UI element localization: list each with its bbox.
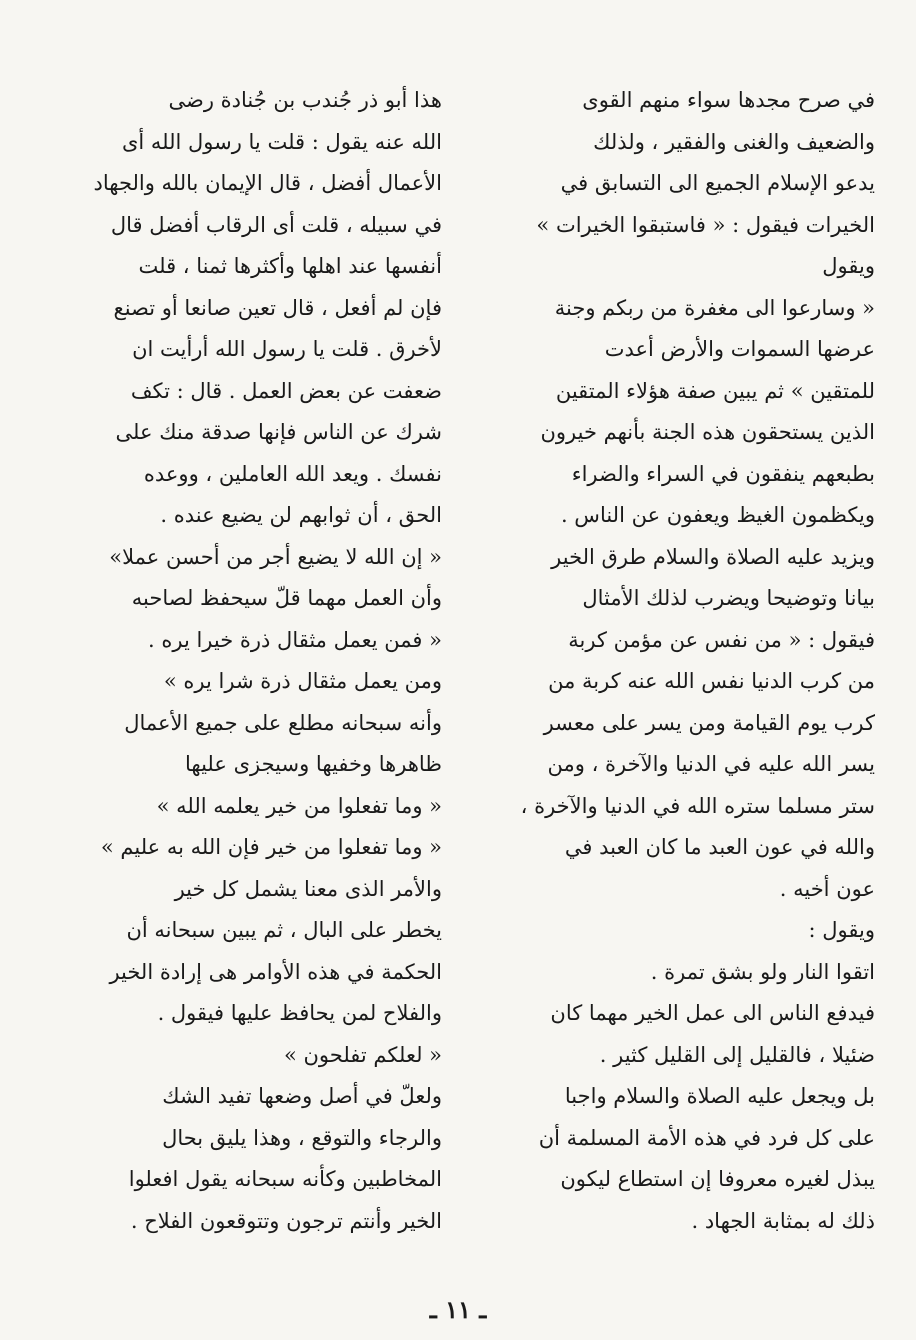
quote-line: « فمن يعمل مثقال ذرة خيرا يره . ومن يعمل مثقال ذرة شرا يره »	[148, 627, 442, 693]
paragraph: اتقوا النار ولو بشق تمرة .	[650, 959, 875, 984]
paragraph: بل ويجعل عليه الصلاة والسلام واجبا على كل فرد في هذه الأمة المسلمة أن يبذل لغيره معروفا إن استطاع ليكون ذلك له بمثابة الجهاد .	[538, 1084, 875, 1233]
quote-line: « إن الله لا يضيع أجر من أحسن عملا»	[109, 544, 442, 569]
left-column	[42, 80, 442, 1242]
paragraph: وأنه سبحانه مطلع على جميع الأعمال ظاهرها وخفيها وسيجزى عليها	[124, 710, 442, 776]
page-number: ـ ١١ ـ	[429, 1295, 487, 1324]
paragraph: ويزيد عليه الصلاة والسلام طرق الخير بيانا وتوضيحا ويضرب لذلك الأمثال فيقول : « من نفس عن مؤمن كربة من كرب الدنيا نفس الله عنه كربة من كرب يوم القيامة ومن يسر على معسر يسر الله عليه في الدنيا والآخرة ، ومن ستر مسلما ستره الله في الدنيا والآخرة ، والله في عون العبد ما كان العبد في عون أخيه .	[520, 544, 875, 901]
paragraph: في صرح مجدها سواء منهم القوى والضعيف والغنى والفقير ، ولذلك يدعو الإسلام الجميع الى التسابق في الخيرات فيقول : « فاستبقوا الخيرات » ويقول	[536, 88, 875, 278]
quote-line: « وما تفعلوا من خير فإن الله به عليم »	[100, 835, 442, 859]
right-column	[475, 80, 875, 1242]
paragraph: فيدفع الناس الى عمل الخير مهما كان ضئيلا ، فالقليل إلى القليل كثير .	[550, 1001, 875, 1067]
paragraph: ولعلّ في أصل وضعها تفيد الشك والرجاء والتوقع ، وهذا يليق بحال المخاطبين وكأنه سبحانه يقول افعلوا الخير وأنتم ترجون وتتوقعون الفلاح .	[128, 1084, 442, 1233]
paragraph: « وسارعوا الى مغفرة من ربكم وجنة عرضها السموات والأرض أعدت للمتقين » ثم يبين صفة هؤلاء المتقين الذين يستحقون هذه الجنة بأنهم خيرون بطبعهم ينفقون في السراء والضراء ويكظمون الغيظ ويعفون عن الناس .	[540, 295, 875, 527]
quote-line: « وما تفعلوا من خير يعلمه الله »	[156, 793, 442, 818]
paragraph: هذا أبو ذر جُندب بن جُنادة رضى الله عنه يقول : قلت يا رسول الله أى الأعمال أفضل ، قال الإيمان بالله والجهاد في سبيله ، قلت أى الرقاب أفضل قال أنفسها عند اهلها وأكثرها ثمنا ، قلت فإن لم أفعل ، قال تعين صانعا أو تصنع لأخرق . قلت يا رسول الله أرأيت ان ضعفت عن بعض العمل . قال : تكف شرك عن الناس فإنها صدقة منك على نفسك . ويعد الله العاملين ، ووعده الحق ، أن ثوابهم لن يضيع عنده .	[93, 88, 442, 527]
paragraph: ويقول :	[808, 918, 875, 942]
paragraph: وأن العمل مهما قلّ سيحفظ لصاحبه	[131, 586, 442, 610]
quote-line: « لعلكم تفلحون »	[283, 1042, 442, 1067]
paragraph: والأمر الذى معنا يشمل كل خير يخطر على البال ، ثم يبين سبحانه أن الحكمة في هذه الأوامر هى إرادة الخير والفلاح لمن يحافظ عليها فيقول .	[109, 876, 442, 1025]
